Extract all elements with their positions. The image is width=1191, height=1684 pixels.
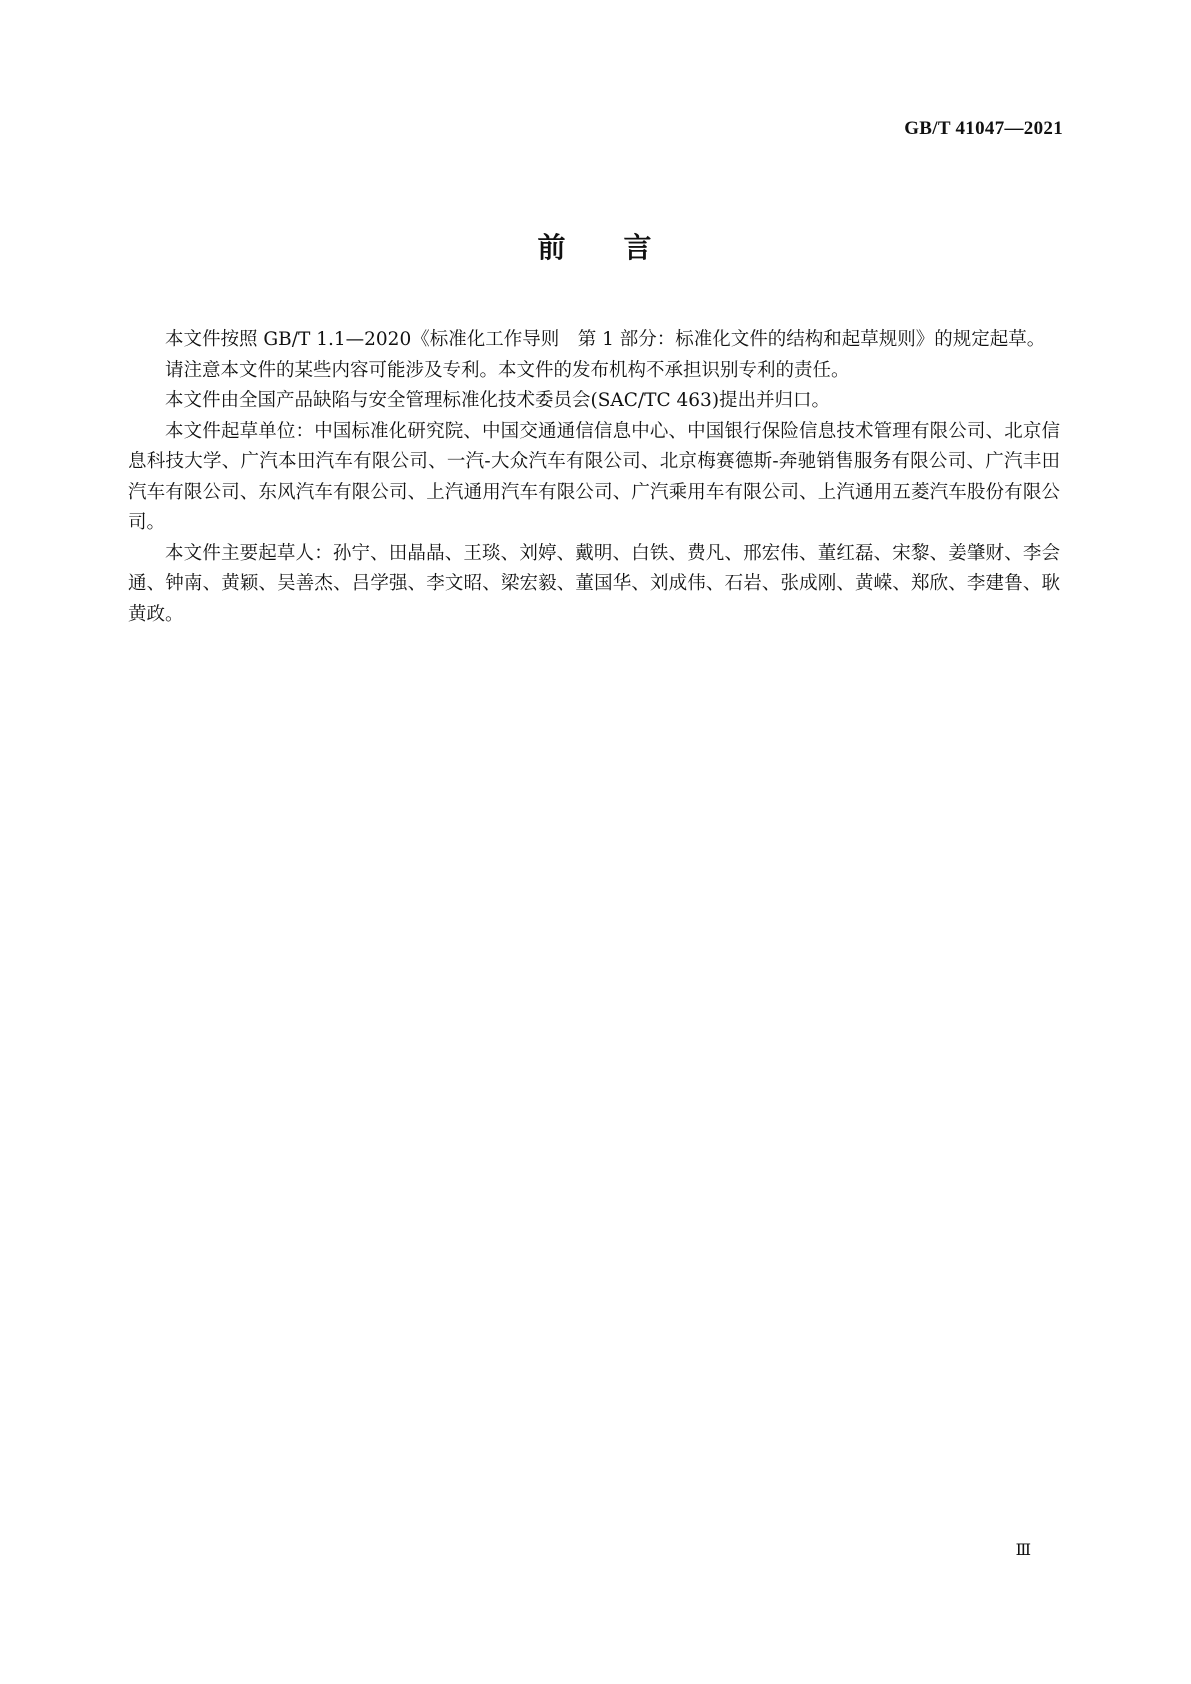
paragraph-drafters: 本文件主要起草人：孙宁、田晶晶、王琰、刘婷、戴明、白铁、费凡、邢宏伟、董红磊、宋黎、姜肇财、李会通、钟南、黄颖、吴善杰、吕学强、李文昭、梁宏毅、董国华、刘成伟、石岩、张成刚、黄嵘、郑欣、李建鲁、耿黄政。 — [128, 542, 1060, 625]
paragraph-drafting-units: 本文件起草单位：中国标准化研究院、中国交通通信信息中心、中国银行保险信息技术管理有限公司、北京信息科技大学、广汽本田汽车有限公司、一汽-大众汽车有限公司、北京梅赛德斯-奔驰销售服务有限公司、广汽丰田汽车有限公司、东风汽车有限公司、上汽通用汽车有限公司、广汽乘用车有限公司、上汽通用五菱汽车股份有限公司。 — [128, 420, 1060, 533]
page-title-part2: 言 — [623, 231, 654, 264]
paragraph-proposer: 本文件由全国产品缺陷与安全管理标准化技术委员会(SAC/TC 463)提出并归口。 — [165, 390, 831, 411]
document-code: GB/T 41047—2021 — [904, 118, 1063, 139]
foreword-body — [128, 325, 1060, 630]
paragraph-patent-notice: 请注意本文件的某些内容可能涉及专利。本文件的发布机构不承担识别专利的责任。 — [165, 359, 850, 381]
page-title — [0, 226, 1191, 266]
page-number: Ⅲ — [1015, 1542, 1031, 1559]
page-title-part1: 前 — [537, 231, 568, 264]
paragraph-drafting-rules: 本文件按照 GB/T 1.1—2020《标准化工作导则 第 1 部分：标准化文件的结构和起草规则》的规定起草。 — [165, 329, 1046, 350]
